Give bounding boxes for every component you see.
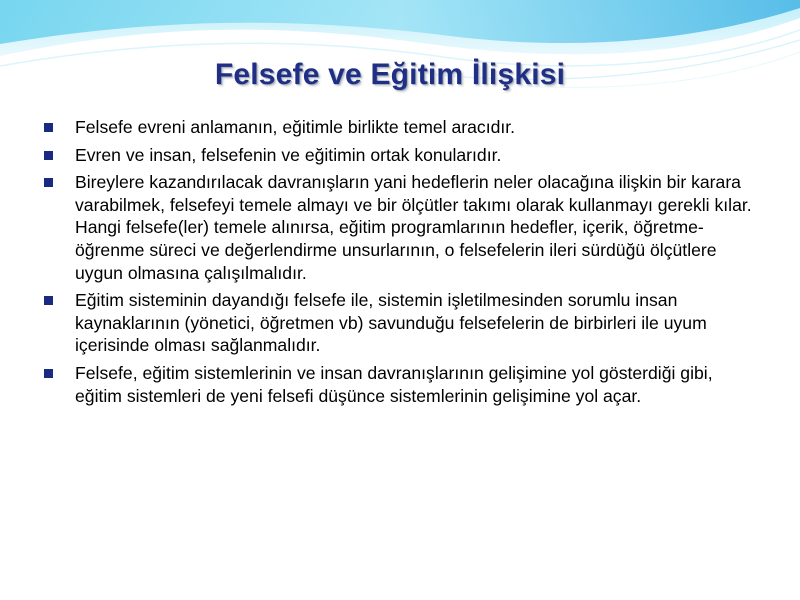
square-bullet-icon: [44, 123, 53, 132]
bullet-text: Felsefe, eğitim sistemlerinin ve insan davranışlarının gelişimine yol gösterdiği gibi, eğitim sistemleri de yeni felsefi düşünce sistemlerinin gelişimine yol açar.: [75, 362, 713, 406]
square-bullet-icon: [44, 296, 53, 305]
square-bullet-icon: [44, 369, 53, 378]
bullet-item: [44, 116, 764, 139]
bullet-text: Eğitim sisteminin dayandığı felsefe ile, sistemin işletilmesinden sorumlu insan kaynaklarının (yönetici, öğretmen vb) savunduğu felsefelerin de birbirleri ile uyum içerisinde olması sağlanmalıdır.: [75, 290, 707, 356]
bullet-text: Bireylere kazandırılacak davranışların yani hedeflerin neler olacağına ilişkin bir karara varabilmek, felsefeyi temele almayı ve bir ölçütler takımı olarak kullanmayı gerekli kılar. Hangi felsefe(ler) temele alınırsa, eğitim programlarının hedefler, içerik, öğretme-öğrenme süreci ve değerlendirme unsurlarının, o felsefelerin ileri sürdüğü ölçütlere uygun olmasına çalışılmalıdır.: [75, 172, 752, 283]
bullet-item: [44, 144, 764, 167]
bullet-list: [44, 116, 764, 412]
bullet-text: Felsefe evreni anlamanın, eğitimle birlikte temel aracıdır.: [75, 117, 516, 137]
wave-header-decoration: [0, 0, 800, 110]
bullet-item: [44, 171, 764, 284]
bullet-item: [44, 362, 764, 407]
square-bullet-icon: [44, 151, 53, 160]
bullet-text: Evren ve insan, felsefenin ve eğitimin ortak konularıdır.: [75, 144, 502, 165]
bullet-item: [44, 289, 764, 357]
slide-title: Felsefe ve Eğitim İlişkisi: [214, 58, 566, 91]
square-bullet-icon: [44, 178, 53, 187]
